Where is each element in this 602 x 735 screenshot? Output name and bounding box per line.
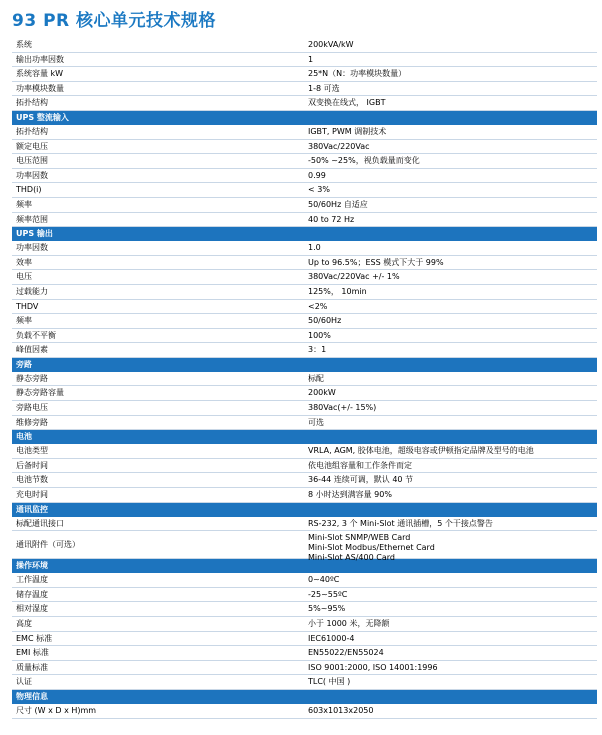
- spec-row: [12, 416, 597, 431]
- spec-row: [12, 314, 597, 329]
- spec-label: 频率: [16, 316, 32, 326]
- spec-value: 380Vac/220Vac: [308, 141, 370, 151]
- spec-value: ISO 9001:2000, ISO 14001:1996: [308, 662, 438, 672]
- spec-row: [12, 675, 597, 690]
- section-header: 电池: [12, 430, 597, 444]
- spec-row: [12, 401, 597, 416]
- spec-value: VRLA, AGM, 胶体电池，超级电容或伊顿指定品牌及型号的电池: [308, 446, 534, 456]
- spec-label: 功率模块数量: [16, 83, 64, 93]
- spec-label: 负载不平衡: [16, 330, 56, 340]
- spec-label: 效率: [16, 257, 32, 267]
- spec-row: [12, 67, 597, 82]
- spec-row: [12, 372, 597, 387]
- spec-value-line: Mini-Slot AS/400 Card: [308, 553, 395, 563]
- spec-label: 相对湿度: [16, 604, 48, 614]
- spec-row: [12, 459, 597, 474]
- page-title: 93 PR 核心单元技术规格: [12, 11, 217, 31]
- spec-value: RS-232, 3 个 Mini-Slot 通讯插槽，5 个干接点警告: [308, 518, 493, 528]
- spec-row: [12, 82, 597, 97]
- section-header: 旁路: [12, 358, 597, 372]
- spec-row: [12, 632, 597, 647]
- section-header: 操作环境: [12, 559, 597, 573]
- spec-label: 后备时间: [16, 460, 48, 470]
- spec-value: 5%~95%: [308, 604, 346, 614]
- spec-row: [12, 661, 597, 676]
- spec-row: [12, 300, 597, 315]
- spec-label: EMC 标准: [16, 633, 53, 643]
- section-header: UPS 输出: [12, 227, 597, 241]
- spec-label: 尺寸 (W x D x H)mm: [16, 705, 97, 715]
- spec-label: 频率范围: [16, 214, 48, 224]
- spec-row: [12, 329, 597, 344]
- spec-value: 8 小时达到满容量 90%: [308, 490, 392, 500]
- spec-label: 拓扑结构: [16, 98, 48, 108]
- spec-label: 旁路电压: [16, 403, 48, 413]
- spec-label: 维修旁路: [16, 417, 48, 427]
- spec-label: 电池类型: [16, 446, 48, 456]
- spec-label: 功率因数: [16, 243, 48, 253]
- spec-row: [12, 213, 597, 228]
- spec-label: 峰值因素: [16, 345, 48, 355]
- spec-value: TLC( 中国 ): [308, 677, 351, 687]
- spec-label: 高度: [16, 619, 32, 628]
- spec-label: 输出功率因数: [16, 54, 64, 64]
- spec-label: 电池节数: [16, 475, 48, 485]
- spec-value: 36-44 连续可调，默认 40 节: [308, 475, 414, 485]
- spec-row: [12, 183, 597, 198]
- spec-value: 1: [308, 54, 314, 64]
- spec-value: 标配: [308, 373, 324, 383]
- spec-value-line: Mini-Slot SNMP/WEB Card: [308, 533, 411, 543]
- spec-row: [12, 517, 597, 532]
- spec-label: 工作温度: [16, 575, 48, 585]
- spec-row: [12, 256, 597, 271]
- spec-value: 0.99: [308, 170, 326, 180]
- spec-value: 1-8 可选: [308, 83, 340, 93]
- spec-value: < 3%: [308, 185, 330, 195]
- spec-value: 50/60Hz 自适应: [308, 199, 368, 209]
- spec-value: 3：1: [308, 345, 327, 355]
- spec-label: THDV: [16, 301, 39, 311]
- spec-label: 频率: [16, 199, 32, 209]
- spec-label: 认证: [16, 677, 32, 687]
- spec-value: 25*N（N：功率模块数量）: [308, 69, 407, 79]
- spec-value: EN55022/EN55024: [308, 648, 384, 658]
- spec-row: [12, 125, 597, 140]
- spec-label: 电压: [16, 272, 32, 282]
- spec-label: 功率因数: [16, 170, 48, 180]
- spec-row: [12, 588, 597, 603]
- spec-label: EMI 标准: [16, 648, 49, 658]
- spec-value-line: Mini-Slot Modbus/Ethernet Card: [308, 543, 435, 553]
- spec-value: 0~40ºC: [308, 575, 340, 585]
- spec-row: [12, 53, 597, 68]
- spec-value: 380Vac/220Vac +/- 1%: [308, 272, 400, 282]
- spec-row: [12, 488, 597, 503]
- spec-row: [12, 617, 597, 632]
- spec-label: 电压范围: [16, 156, 48, 166]
- spec-row: [12, 473, 597, 488]
- section-header: 通讯监控: [12, 503, 597, 517]
- spec-value: 可选: [308, 417, 324, 427]
- spec-label: 系统: [16, 40, 32, 49]
- spec-label: 质量标准: [16, 662, 48, 672]
- spec-row: [12, 241, 597, 256]
- section-header: UPS 整流输入: [12, 111, 597, 125]
- spec-value: -50% ~25%，视负载量而变化: [308, 156, 420, 166]
- spec-label: 拓扑结构: [16, 126, 48, 136]
- spec-label: 充电时间: [16, 490, 48, 500]
- spec-label: 额定电压: [16, 141, 48, 151]
- spec-value: 依电池组容量和工作条件而定: [308, 460, 412, 470]
- spec-value: 200kVA/kW: [308, 40, 354, 49]
- spec-label: 静态旁路容量: [16, 388, 64, 398]
- spec-row: [12, 38, 597, 53]
- spec-row: [12, 602, 597, 617]
- spec-row: [12, 573, 597, 588]
- section-header: 物理信息: [12, 690, 597, 704]
- spec-row: [12, 270, 597, 285]
- spec-label: 系统容量 kW: [16, 69, 64, 79]
- spec-label: 过载能力: [16, 286, 48, 296]
- spec-value: 小于 1000 米，无降额: [308, 619, 390, 628]
- spec-label: 标配通讯接口: [16, 518, 64, 528]
- spec-value: 125%， 10min: [308, 286, 367, 296]
- spec-table: [12, 38, 597, 719]
- spec-label: 静态旁路: [16, 373, 48, 383]
- spec-value: IEC61000-4: [308, 633, 355, 643]
- spec-value: 双变换在线式， IGBT: [308, 98, 386, 108]
- spec-row: [12, 704, 597, 719]
- spec-label: 通讯附件（可选）: [16, 540, 80, 550]
- spec-row: [12, 531, 597, 563]
- spec-row: [12, 646, 597, 661]
- spec-value: 380Vac(+/- 15%): [308, 403, 377, 413]
- spec-value: 50/60Hz: [308, 316, 342, 326]
- spec-row: [12, 198, 597, 213]
- spec-value: IGBT, PWM 调制技术: [308, 126, 387, 136]
- spec-row: [12, 140, 597, 155]
- spec-row: [12, 343, 597, 358]
- spec-row: [12, 386, 597, 401]
- spec-row: [12, 96, 597, 111]
- spec-value: -25~55ºC: [308, 589, 348, 599]
- spec-label: 储存温度: [16, 589, 48, 599]
- spec-row: [12, 285, 597, 300]
- spec-row: [12, 444, 597, 459]
- spec-row: [12, 169, 597, 184]
- spec-label: THD(i): [16, 185, 42, 195]
- spec-row: [12, 154, 597, 169]
- spec-value: 1.0: [308, 243, 321, 253]
- spec-value: 100%: [308, 330, 331, 340]
- spec-value: [308, 533, 435, 563]
- spec-value: 40 to 72 Hz: [308, 214, 355, 224]
- spec-value: 200kW: [308, 388, 336, 398]
- spec-value: Up to 96.5%；ESS 模式下大于 99%: [308, 257, 444, 267]
- spec-value: <2%: [308, 301, 328, 311]
- spec-value: 603x1013x2050: [308, 705, 374, 715]
